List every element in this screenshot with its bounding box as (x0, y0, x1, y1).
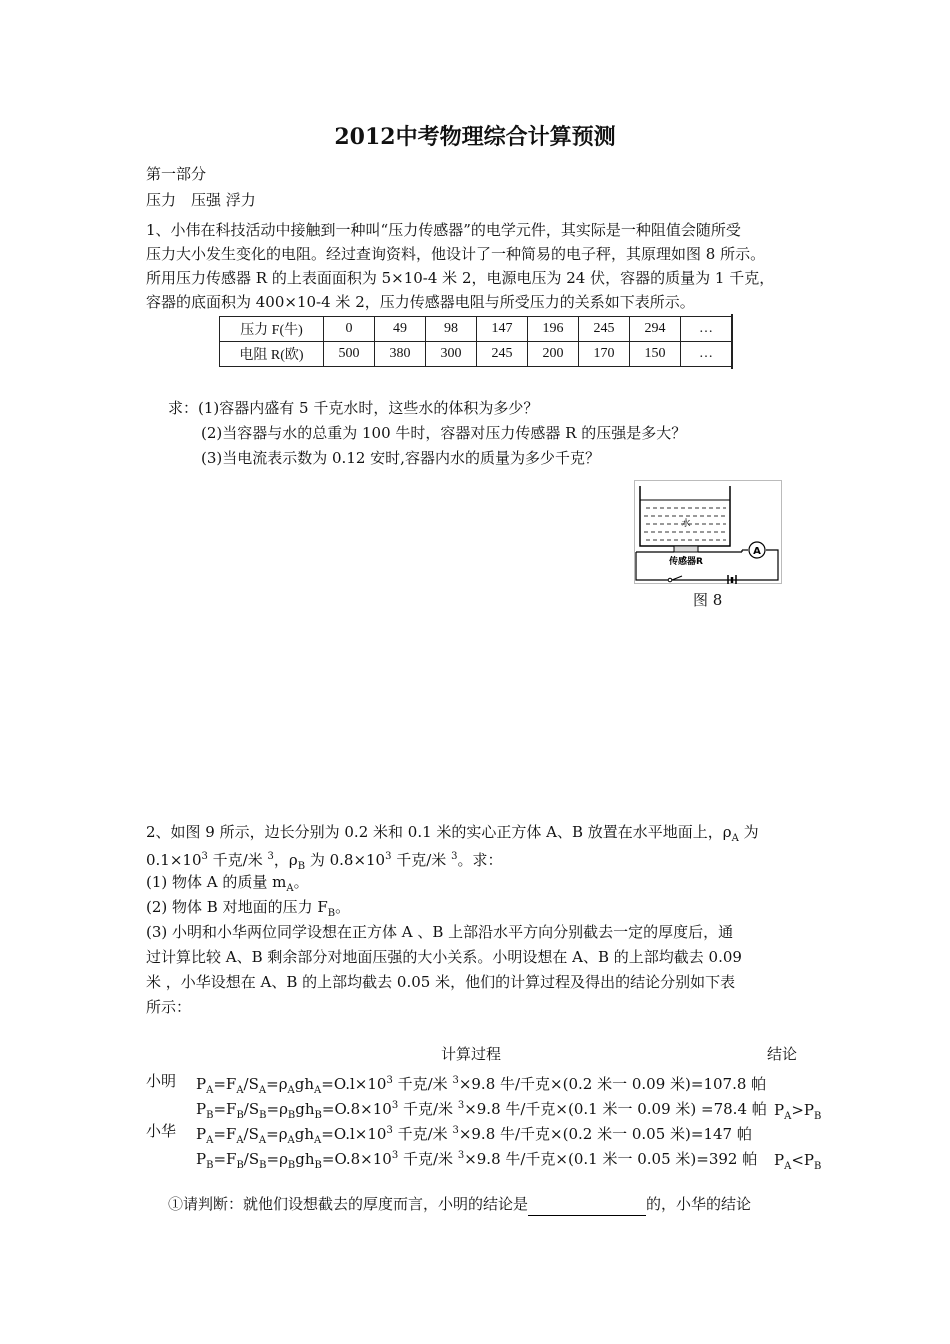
table-cell: 98 (426, 317, 477, 342)
table-cell: … (681, 317, 732, 342)
ammeter-label: A (753, 546, 761, 557)
q2-sub3-line-3: 米 ，小华设想在 A、B 的上部均截去 0.05 米，他们的计算过程及得出的结论分别如下表 (146, 973, 736, 991)
xiaoming-conclusion: $P_A>P_B$ (774, 1101, 822, 1122)
q1-ask-1: 求：(1)容器内盛有 5 千克水时，这些水的体积为多少？ (168, 399, 539, 417)
table-cell: 380 (375, 342, 426, 367)
q1-line-3: 所用压力传感器 R 的上表面面积为 5×10-4 米 2，电源电压为 24 伏，容器的质量为 1 千克， (146, 269, 775, 287)
pressure-resistance-table (219, 316, 732, 367)
table-cell: 电阻 R(欧) (220, 342, 324, 367)
table-cell: 147 (477, 317, 528, 342)
table-cell: 压力 F(牛) (220, 317, 324, 342)
q1-ask-2: (2)当容器与水的总重为 100 牛时，容器对压力传感器 R 的压强是多大？ (201, 424, 687, 442)
judge-text-b: 的，小华的结论 (646, 1195, 752, 1213)
table-cell: 0 (324, 317, 375, 342)
xiaohua-label: 小华 (146, 1122, 177, 1140)
figure-caption: 图 8 (693, 591, 723, 609)
water-label: 水 (681, 519, 691, 529)
q1-line-1: 1、小伟在科技活动中接触到一种叫“压力传感器”的电学元件，其实际是一种阻值会随所受 (146, 221, 741, 239)
conclusion-header: 结论 (767, 1045, 798, 1063)
xiaohua-conclusion: $P_A<P_B$ (774, 1151, 822, 1172)
calc-header: 计算过程 (441, 1045, 502, 1063)
table-cell: 294 (630, 317, 681, 342)
table-cell: 200 (528, 342, 579, 367)
q1-line-2: 压力大小发生变化的电阻。经过查询资料，他设计了一种简易的电子秤，其原理如图 8 所示。 (146, 245, 766, 263)
table-row (220, 317, 732, 342)
section-label: 第一部分 (146, 165, 207, 183)
topics-label: 压力 压强 浮力 (146, 191, 256, 209)
table-right-border (731, 314, 733, 369)
table-cell: 300 (426, 342, 477, 367)
table-cell: 49 (375, 317, 426, 342)
xiaoming-label: 小明 (146, 1072, 177, 1090)
sensor-label: 传感器R (669, 557, 703, 567)
table-cell: 500 (324, 342, 375, 367)
q2-sub3-line-4: 所示： (146, 998, 192, 1016)
table-row (220, 342, 732, 367)
q1-ask-3: (3)当电流表示数为 0.12 安时,容器内水的质量为多少千克？ (201, 449, 600, 467)
table-cell: 196 (528, 317, 579, 342)
xiaohua-calc-b: $P_B=F_B/S_B=\rho_Bgh_B=O.8\times 10^3$ 千克/米 $^3$×9.8 牛/千克×(0.1 米一 0.05 米)=392 帕 (196, 1150, 758, 1171)
switch-icon (668, 578, 672, 582)
q2-line-2: $0.1\times 10^3$ 千克/米 $^3$，$\rho_B$ 为 $0.8\times 10^3$ 千克/米 $^3$。求： (146, 851, 503, 872)
table-cell: 245 (477, 342, 528, 367)
xiaohua-calc-a: $P_A=F_A/S_A=\rho_Agh_A=O.l\times 10^3$ 千克/米 $^3$×9.8 牛/千克×(0.2 米一 0.05 米)=147 帕 (196, 1125, 752, 1146)
table-cell: 170 (579, 342, 630, 367)
q2-line-1: 2、如图 9 所示，边长分别为 0.2 米和 0.1 米的实心正方体 A、B 放置在水平地面上，$\rho_A$ 为 (146, 823, 759, 844)
q2-sub-1: (1) 物体 A 的质量 $m_A$。 (146, 873, 309, 894)
judge-line (168, 1192, 751, 1216)
answer-blank[interactable] (528, 1199, 646, 1216)
scale-circuit-figure (634, 480, 782, 584)
q1-line-4: 容器的底面积为 400×10-4 米 2，压力传感器电阻与所受压力的关系如下表所示。 (146, 293, 695, 311)
table-cell: … (681, 342, 732, 367)
table-cell: 245 (579, 317, 630, 342)
xiaoming-calc-b: $P_B=F_B/S_B=\rho_Bgh_B=O.8\times 10^3$ 千克/米 $^3$×9.8 牛/千克×(0.1 米一 0.09 米) =78.4 帕 (196, 1100, 767, 1121)
judge-text-a: ①请判断：就他们设想截去的厚度而言，小明的结论是 (168, 1195, 529, 1213)
xiaoming-calc-a: $P_A=F_A/S_A=\rho_Agh_A=O.l\times 10^3$ 千克/米 $^3$×9.8 牛/千克×(0.2 米一 0.09 米)=107.8 帕 (196, 1075, 767, 1096)
q2-sub3-line-1: (3) 小明和小华两位同学设想在正方体 A 、B 上部沿水平方向分别截去一定的厚度后，通 (146, 923, 734, 941)
page-title: 2012中考物理综合计算预测 (334, 124, 616, 150)
q2-sub-2: (2) 物体 B 对地面的压力 $F_B$。 (146, 898, 351, 919)
q2-sub3-line-2: 过计算比较 A、B 剩余部分对地面压强的大小关系。小明设想在 A、B 的上部均截去 0.09 (146, 948, 742, 966)
table-cell: 150 (630, 342, 681, 367)
